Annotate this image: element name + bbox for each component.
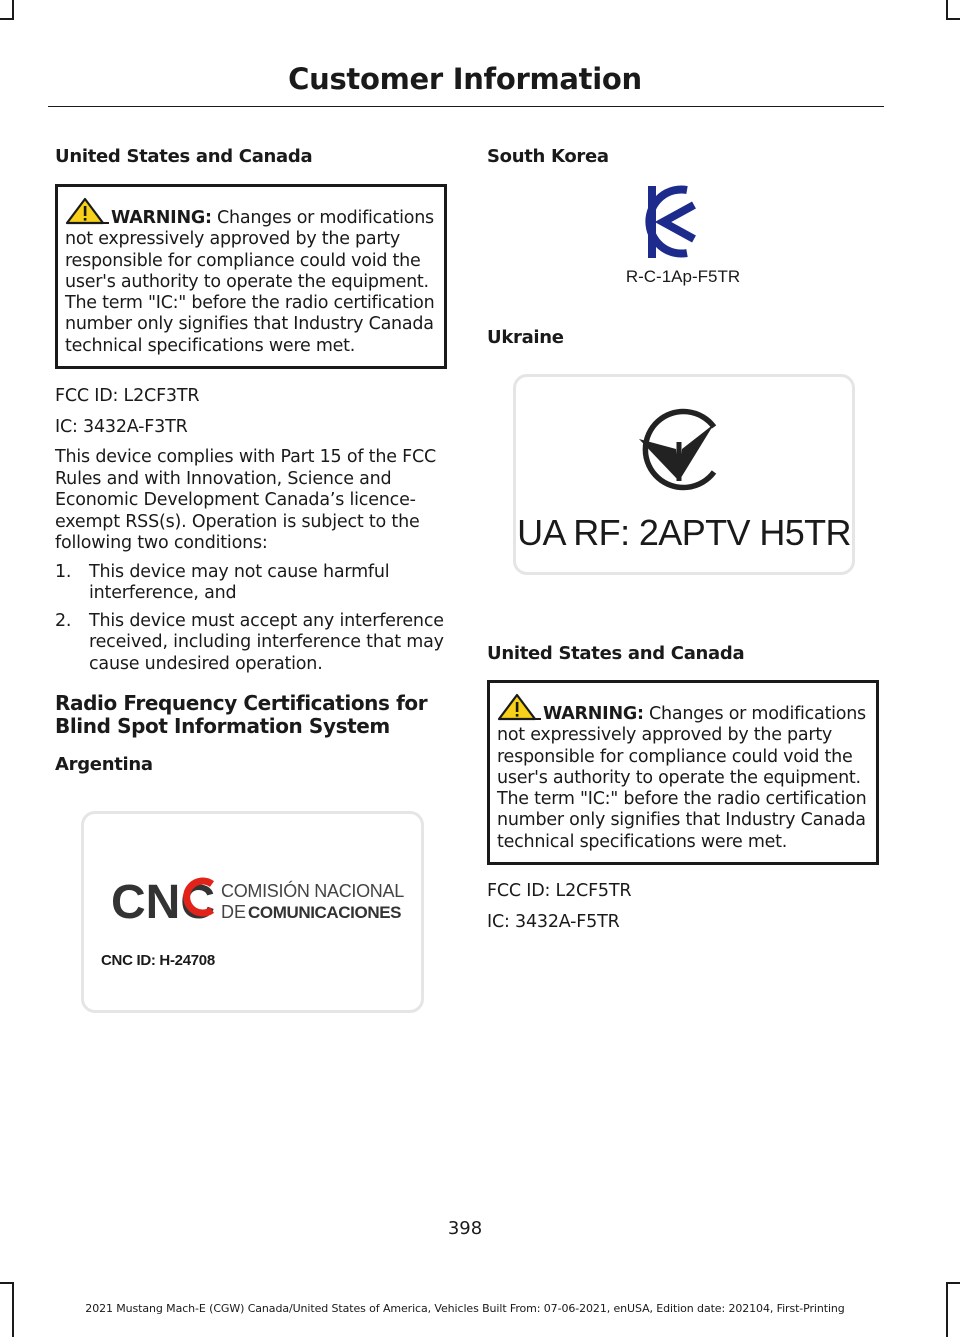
list-item xyxy=(55,611,447,675)
cnc-name-line2-prefix: DE xyxy=(221,902,247,923)
crop-mark xyxy=(12,0,14,20)
heading-us-canada-right: United States and Canada xyxy=(487,643,745,664)
ic-id: IC: 3432A-F3TR xyxy=(55,416,188,437)
heading-south-korea: South Korea xyxy=(487,146,609,167)
crop-mark xyxy=(946,18,960,20)
list-text: This device must accept any interference received, including interference that may cause undesired operation. xyxy=(89,611,444,674)
cnc-logo xyxy=(84,814,421,1010)
page-number: 398 xyxy=(447,1218,483,1239)
warning-label: WARNING: xyxy=(111,208,212,228)
warning-box-right xyxy=(487,680,879,865)
heading-ukraine: Ukraine xyxy=(487,327,564,348)
kc-mark xyxy=(487,185,879,295)
cnc-logo-text: CNC xyxy=(111,876,215,930)
heading-argentina: Argentina xyxy=(55,754,153,776)
cnc-certification-card xyxy=(81,811,424,1013)
heading-us-canada: United States and Canada xyxy=(55,146,313,167)
fcc-id: FCC ID: L2CF3TR xyxy=(55,386,200,407)
warning-text: Changes or modifications not expressively approved by the party responsible for compliance could void the user's authority to operate the equipment. The term "IC:" before the radio certification number only signifies that Industry Canada technical specifications were met. xyxy=(497,704,867,852)
section-title: Radio Frequency Certifications for Blind Spot Information System xyxy=(55,691,428,739)
warning-triangle-icon xyxy=(65,197,109,225)
warning-label: WARNING: xyxy=(543,704,644,724)
header-rule xyxy=(48,106,884,107)
footer-text: 2021 Mustang Mach-E (CGW) Canada/United States of America, Vehicles Built From: 07-06-2021, enUSA, Edition date: 202104, First-Printing xyxy=(85,1302,845,1315)
ua-certification-card xyxy=(513,374,855,575)
warning-triangle-icon xyxy=(497,693,541,721)
list-item xyxy=(55,562,447,605)
fcc-id-right: FCC ID: L2CF5TR xyxy=(487,881,632,902)
left-column xyxy=(55,146,447,1013)
compliance-text: This device complies with Part 15 of the FCC Rules and with Innovation, Science and Economic Development Canada’s licence-exempt RSS(s). Operation is subject to the following two conditions: xyxy=(55,447,437,554)
list-text: This device may not cause harmful interference, and xyxy=(89,561,390,603)
conditions-list xyxy=(55,562,447,675)
list-number: 2. xyxy=(55,611,72,632)
page-title: Customer Information xyxy=(288,62,642,96)
crop-mark xyxy=(946,1282,960,1284)
ic-id-right: IC: 3432A-F5TR xyxy=(487,911,620,932)
kc-code: R-C-1Ap-F5TR xyxy=(625,267,741,286)
ukraine-conformity-icon xyxy=(639,412,714,488)
cnc-id: CNC ID: H-24708 xyxy=(101,952,215,970)
list-number: 1. xyxy=(55,561,72,582)
crop-mark xyxy=(946,1282,948,1337)
crop-mark xyxy=(0,18,14,20)
ua-code: UA RF: 2APTV H5TR xyxy=(517,512,851,553)
cnc-name-line1: COMISIÓN NACIONAL xyxy=(221,881,404,902)
warning-text: Changes or modifications not expressively approved by the party responsible for compliance could void the user's authority to operate the equipment. The term "IC:" before the radio certification number only signifies that Industry Canada technical specifications were met. xyxy=(65,208,435,356)
right-column xyxy=(487,146,879,933)
warning-box xyxy=(55,184,447,369)
crop-mark xyxy=(946,0,948,20)
kc-logo-icon xyxy=(648,186,694,258)
crop-mark xyxy=(0,1282,14,1284)
ua-certification-mark xyxy=(516,377,852,572)
cnc-name-line2: COMUNICACIONES xyxy=(248,903,402,923)
